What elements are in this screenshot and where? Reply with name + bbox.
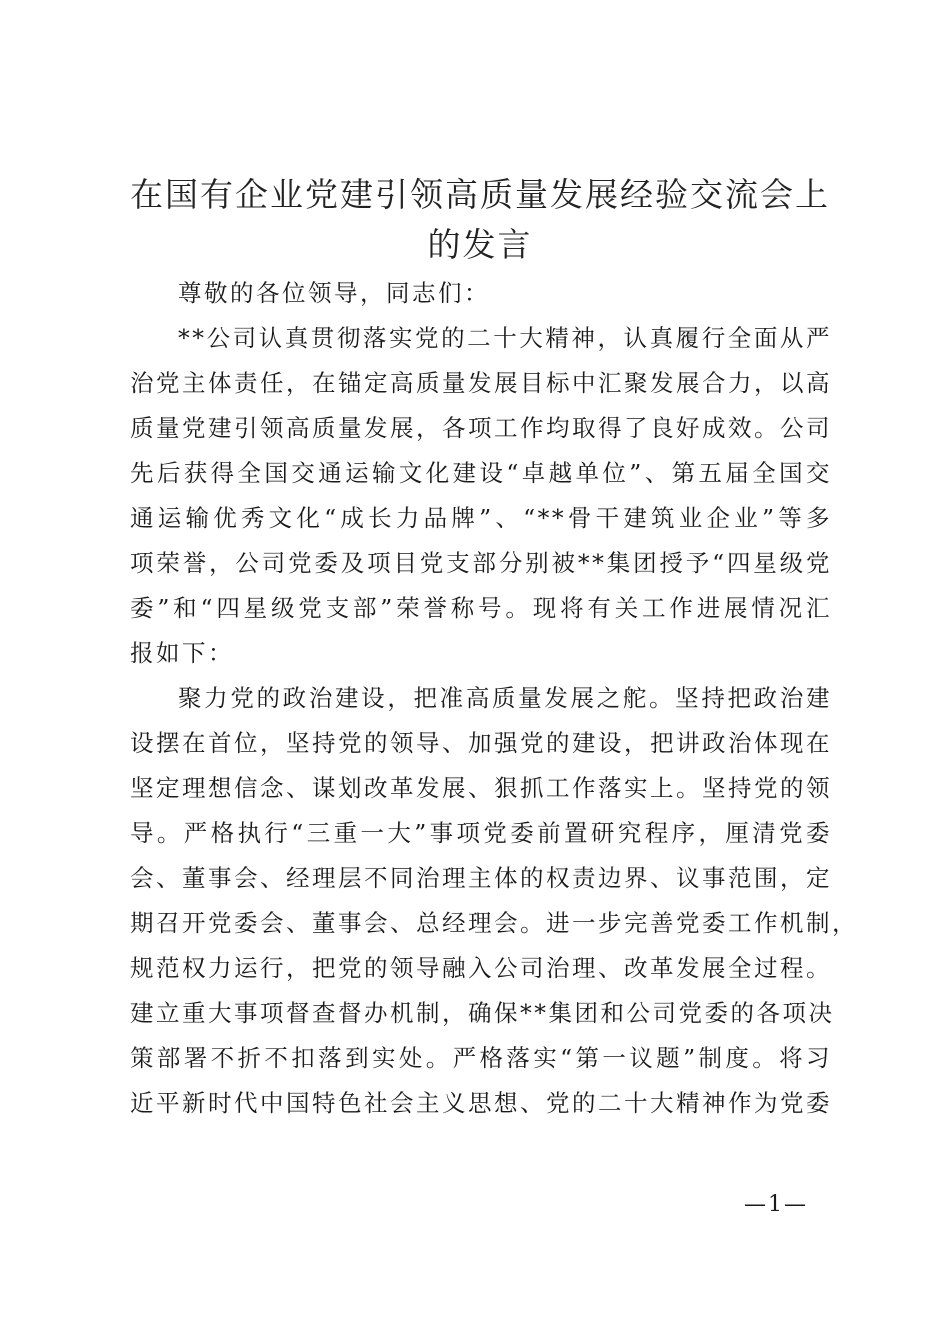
document-body xyxy=(130,271,858,1126)
paragraph-line: 通运输优秀文化“成长力品牌”、“**骨干建筑业企业”等多 xyxy=(130,504,832,532)
paragraph-line: 报如下： xyxy=(130,639,234,667)
paragraph-line: 坚定理想信念、谋划改革发展、狠抓工作落实上。坚持党的领 xyxy=(130,774,832,802)
document-title xyxy=(120,170,840,270)
paragraph-line: 治党主体责任，在锚定高质量发展目标中汇聚发展合力，以高 xyxy=(130,369,832,397)
paragraph-line: 建立重大事项督查督办机制，确保**集团和公司党委的各项决 xyxy=(130,999,835,1027)
paragraph-line: 近平新时代中国特色社会主义思想、党的二十大精神作为党委 xyxy=(130,1089,832,1117)
paragraph-line: 质量党建引领高质量发展，各项工作均取得了良好成效。公司 xyxy=(130,414,832,442)
paragraph-line: 导。严格执行“三重一大”事项党委前置研究程序，厘清党委 xyxy=(130,819,832,847)
paragraph-line: 期召开党委会、董事会、总经理会。进一步完善党委工作机制， xyxy=(130,909,858,937)
paragraph-2 xyxy=(130,676,858,1126)
title-line-1: 在国有企业党建引领高质量发展经验交流会上 xyxy=(130,175,830,214)
title-line-2: 的发言 xyxy=(427,225,533,264)
paragraph-line: **公司认真贯彻落实党的二十大精神，认真履行全面从严 xyxy=(178,324,832,352)
paragraph-line: 会、董事会、经理层不同治理主体的权责边界、议事范围，定 xyxy=(130,864,832,892)
paragraph-line: 委”和“四星级党支部”荣誉称号。现将有关工作进展情况汇 xyxy=(130,594,832,622)
salutation: 尊敬的各位领导，同志们： xyxy=(178,279,490,307)
paragraph-line: 聚力党的政治建设，把准高质量发展之舵。坚持把政治建 xyxy=(178,684,832,712)
page-number: —1— xyxy=(744,1192,808,1217)
paragraph-line: 规范权力运行，把党的领导融入公司治理、改革发展全过程。 xyxy=(130,954,832,982)
paragraph-line: 先后获得全国交通运输文化建设“卓越单位”、第五届全国交 xyxy=(130,459,832,487)
paragraph-1 xyxy=(130,316,832,676)
paragraph-line: 设摆在首位，坚持党的领导、加强党的建设，把讲政治体现在 xyxy=(130,729,832,757)
paragraph-line: 策部署不折不扣落到实处。严格落实“第一议题”制度。将习 xyxy=(130,1044,832,1072)
paragraph-line: 项荣誉，公司党委及项目党支部分别被**集团授予“四星级党 xyxy=(130,549,832,577)
